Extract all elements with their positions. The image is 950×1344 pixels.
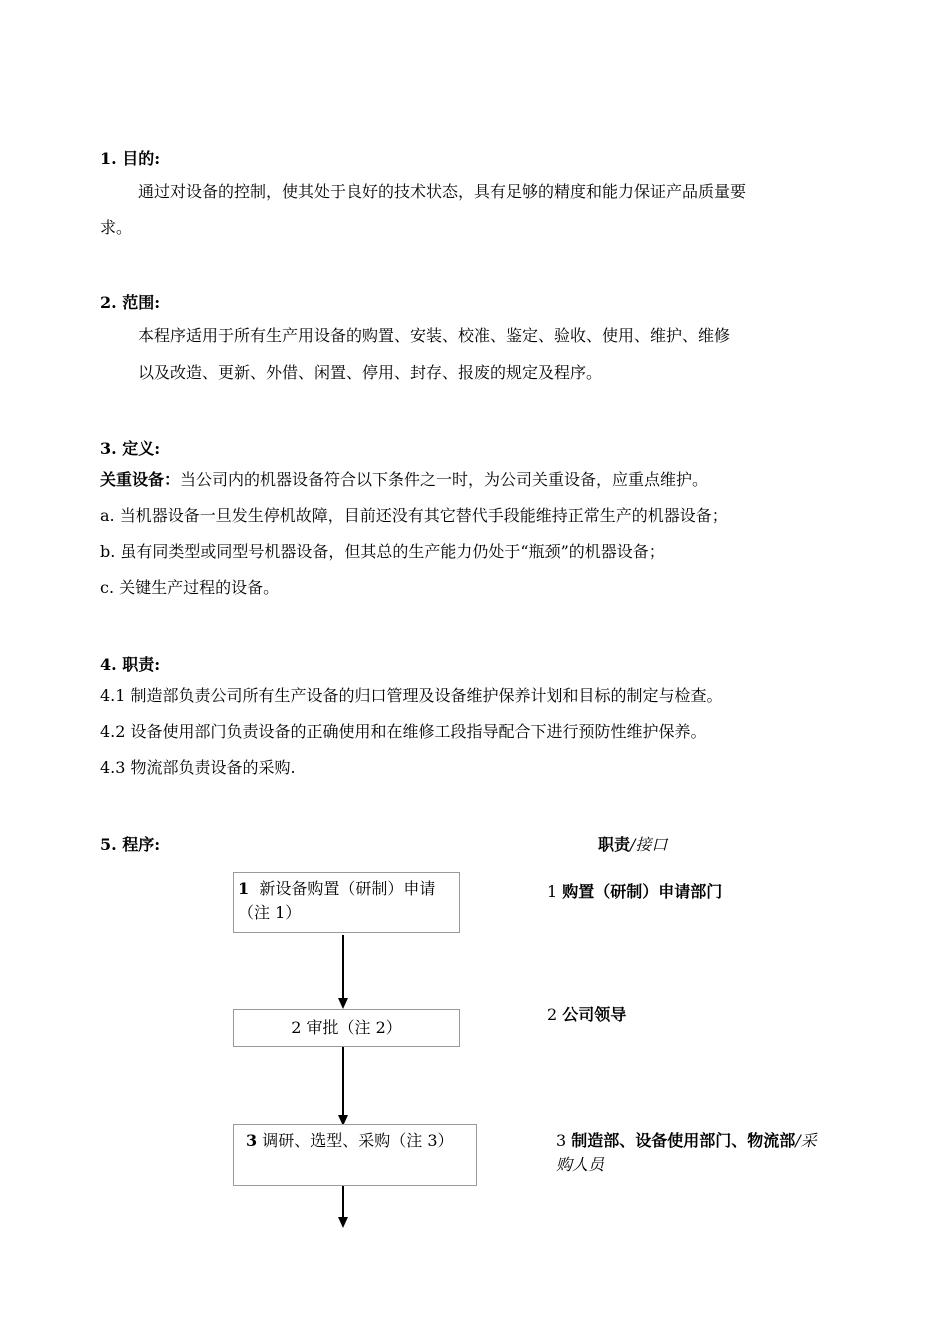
responsibility-step-3: [556, 1129, 824, 1177]
section-2-heading: 2. 范围:: [100, 293, 161, 312]
section-2-body-line-2: 以及改造、更新、外借、闲置、停用、封存、报废的规定及程序。: [138, 363, 603, 382]
section-1-body-line-1: 通过对设备的控制，使其处于良好的技术状态，具有足够的精度和能力保证产品质量要: [138, 182, 747, 201]
section-5-heading: 5. 程序:: [100, 835, 161, 854]
flow-arrow-3-icon: [338, 1217, 348, 1228]
flow-step-1-box: [233, 872, 460, 933]
flow-step-2-text: 2 审批（注 2）: [291, 1018, 402, 1037]
responsibility-column-header: [598, 832, 667, 855]
responsibility-item-4-2: 4.2 设备使用部门负责设备的正确使用和在维修工段指导配合下进行预防性维护保养。: [100, 722, 707, 741]
flow-step-3-text: 调研、选型、采购（注 3）: [262, 1131, 454, 1150]
flow-step-3-box: [233, 1124, 477, 1186]
flow-arrow-1-icon: [338, 998, 348, 1009]
responsibility-step-2-number: 2: [547, 1005, 563, 1024]
responsibility-step-3-number: 3: [556, 1131, 572, 1150]
section-4-heading: 4. 职责:: [100, 655, 161, 674]
responsibility-step-1-number: 1: [547, 882, 563, 901]
flow-connector-1: [342, 935, 344, 999]
flow-step-3-number: 3: [246, 1131, 258, 1150]
responsibility-step-3-text: 制造部、设备使用部门、物流部: [571, 1131, 796, 1150]
section-3-heading: 3. 定义:: [100, 439, 161, 458]
flow-step-2-box: [233, 1009, 460, 1047]
flow-step-1-text: 新设备购置（研制）申请（注 1）: [238, 879, 436, 922]
flow-connector-2: [342, 1047, 344, 1116]
definition-item-b: b. 虽有同类型或同型号机器设备，但其总的生产能力仍处于“瓶颈”的机器设备；: [100, 542, 665, 561]
definition-line: [100, 462, 708, 498]
section-1-heading: 1. 目的:: [100, 149, 161, 168]
responsibility-header-italic: /接口: [630, 835, 668, 854]
definition-item-c: c. 关键生产过程的设备。: [100, 578, 280, 597]
responsibility-step-2: [547, 1003, 626, 1027]
responsibility-step-2-text: 公司领导: [562, 1005, 627, 1024]
responsibility-step-3-italic: /采购人员: [556, 1131, 817, 1174]
definition-term: 关重设备：: [100, 470, 181, 489]
section-1-body-line-2: 求。: [100, 218, 133, 237]
definition-item-a: a. 当机器设备一旦发生停机故障，目前还没有其它替代手段能维持正常生产的机器设备；: [100, 506, 728, 525]
flow-step-1-number: 1: [238, 879, 250, 898]
responsibility-step-1-text: 购置（研制）申请部门: [562, 882, 723, 901]
responsibility-item-4-3: 4.3 物流部负责设备的采购.: [100, 758, 296, 777]
responsibility-item-4-1: 4.1 制造部负责公司所有生产设备的归口管理及设备维护保养计划和目标的制定与检查。: [100, 686, 723, 705]
section-2-body-line-1: 本程序适用于所有生产用设备的购置、安装、校准、鉴定、验收、使用、维护、维修: [138, 326, 731, 345]
responsibility-header-bold: 职责: [598, 835, 631, 854]
responsibility-step-1: [547, 880, 722, 904]
flow-connector-3: [342, 1186, 344, 1218]
definition-description: 当公司内的机器设备符合以下条件之一时，为公司关重设备，应重点维护。: [180, 470, 709, 489]
